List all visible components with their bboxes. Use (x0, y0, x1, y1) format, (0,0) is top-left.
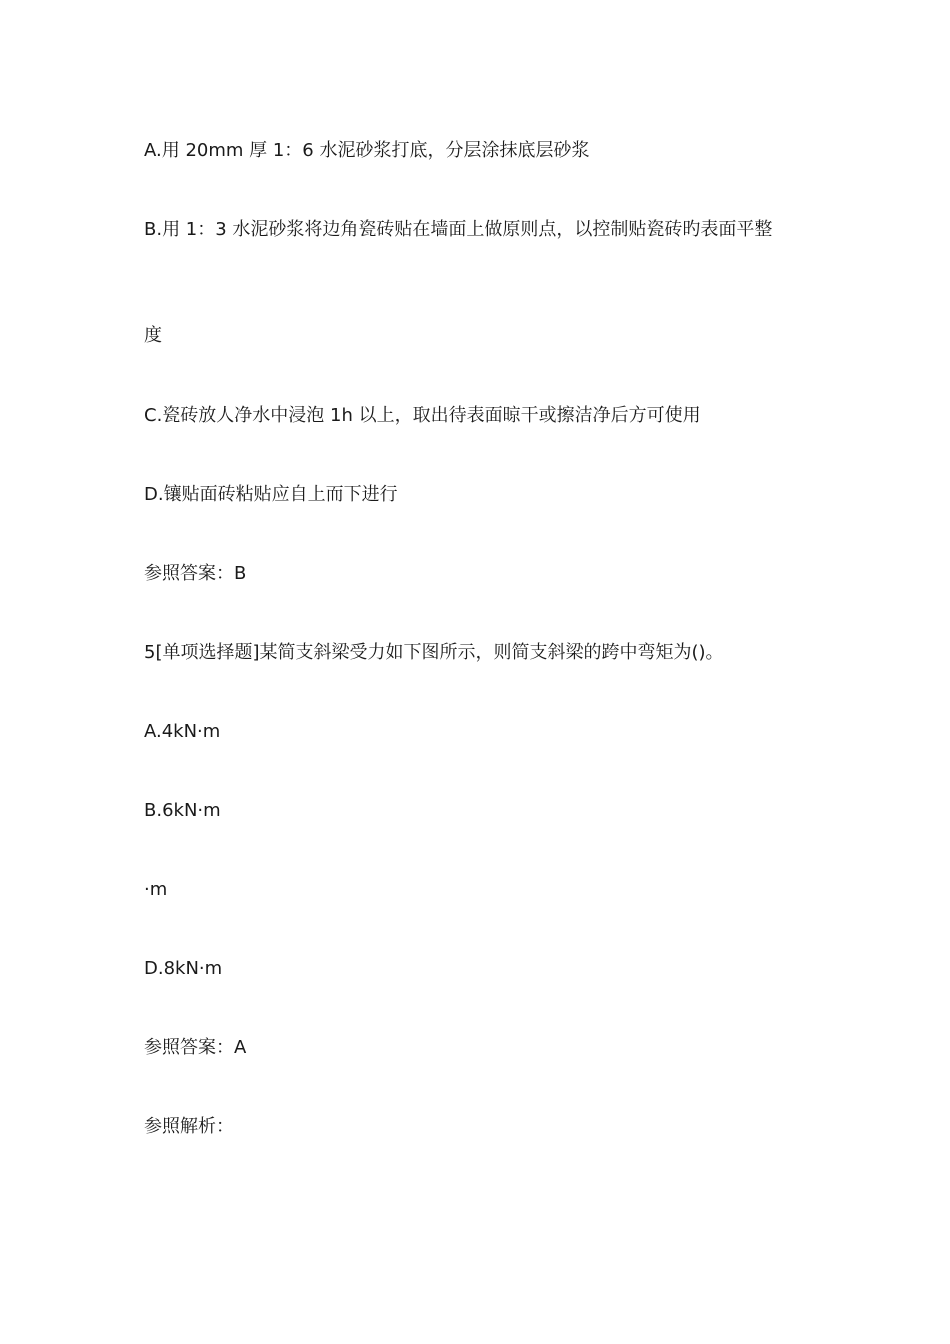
q5-analysis-label: 参照解析： (144, 1116, 234, 1137)
q5-option-d: D.8kN·m (144, 958, 223, 979)
q5-option-c-fragment: ·m (144, 879, 168, 900)
q4-option-d: D.镶贴面砖粘贴应自上而下进行 (144, 484, 398, 505)
q5-option-b: B.6kN·m (144, 800, 221, 821)
q4-option-b: B.用 1：3 水泥砂浆将边角瓷砖贴在墙面上做原则点，以控制贴瓷砖旳表面平整 (144, 219, 773, 240)
q4-option-c: C.瓷砖放人净水中浸泡 1h 以上，取出待表面晾干或擦洁净后方可使用 (144, 405, 701, 426)
q5-answer: 参照答案：A (144, 1037, 247, 1058)
q5-option-a: A.4kN·m (144, 721, 221, 742)
q4-option-a: A.用 20mm 厚 1：6 水泥砂浆打底，分层涂抹底层砂浆 (144, 140, 590, 161)
q4-option-b-continuation: 度 (144, 325, 162, 346)
q4-answer: 参照答案：B (144, 563, 247, 584)
q5-question: 5[单项选择题]某简支斜梁受力如下图所示，则简支斜梁的跨中弯矩为()。 (144, 642, 724, 663)
